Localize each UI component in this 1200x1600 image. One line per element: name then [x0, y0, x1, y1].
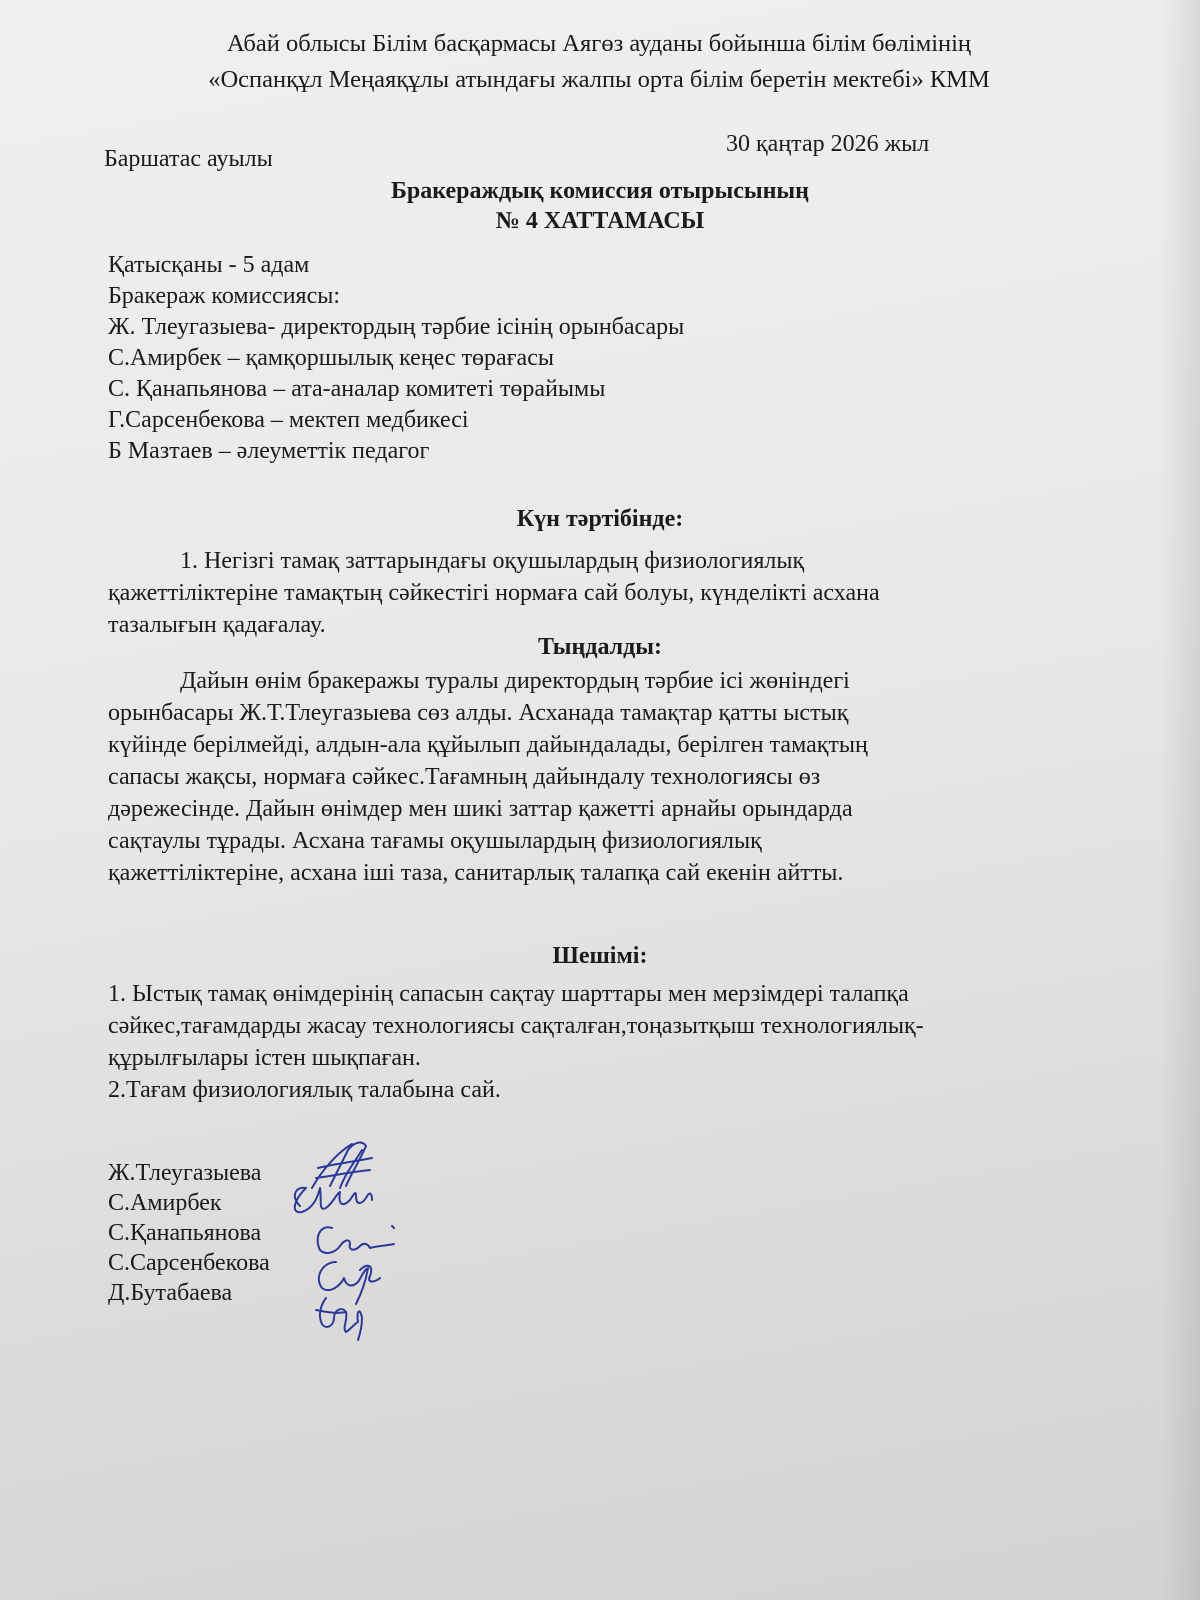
decision-line: сәйкес,тағамдарды жасау технологиясы сақталған,тоңазытқыш технологиялық- [108, 1013, 924, 1039]
header-line-1: Абай облысы Білім басқармасы Аягөз ауданы бойынша білім бөлімінің [226, 30, 972, 57]
signer-name: Д.Бутабаева [108, 1280, 233, 1306]
signer-name: С.Амирбек [108, 1190, 222, 1216]
organization-header [104, 26, 1094, 98]
signature-block [108, 1158, 270, 1308]
decision-text [108, 978, 1098, 1106]
place-name: Баршатас ауылы [104, 146, 273, 172]
agenda-line: қажеттіліктеріне тамақтың сәйкестігі нормаға сай болуы, күнделікті асхана [108, 580, 880, 606]
agenda-line: 1. Негізгі тамақ заттарындағы оқушылардың физиологиялық [180, 548, 805, 574]
agenda-line: тазалығын қадағалау. [108, 612, 326, 638]
heard-heading: Тыңдалды: [537, 634, 663, 660]
attendance-block [108, 250, 684, 467]
member-item: С. Қанапьянова – ата-аналар комитеті төрайымы [108, 376, 606, 402]
signature-5 [316, 1298, 362, 1340]
paper-shadow [1160, 0, 1200, 1600]
agenda-text [108, 545, 1098, 641]
decision-line: құрылғылары істен шықпаған. [108, 1045, 421, 1071]
decision-line: 2.Тағам физиологиялық талабына сай. [108, 1077, 501, 1103]
heard-line: сақтаулы тұрады. Асхана тағамы оқушылардың физиологиялық [108, 828, 762, 854]
heard-line: сапасы жақсы, нормаға сәйкес.Тағамның дайындалу технологиясы өз [108, 764, 821, 790]
member-item: С.Амирбек – қамқоршылық кеңес төрағасы [108, 345, 554, 371]
commission-label: Бракераж комиссиясы: [108, 283, 341, 309]
signer-name: С.Сарсенбекова [108, 1250, 270, 1276]
heard-text [108, 665, 1098, 889]
heard-line: күйінде берілмейді, алдын-ала құйылып дайындалады, берілген тамақтың [108, 732, 868, 758]
document-date: 30 қаңтар 2026 жыл [726, 131, 930, 157]
heard-line: орынбасары Ж.Т.Тлеугазыева сөз алды. Асханада тамақтар қатты ыстық [108, 700, 849, 726]
agenda-heading: Күн тәртібінде: [516, 506, 684, 532]
decision-heading: Шешімі: [552, 943, 648, 969]
member-item: Б Мазтаев – әлеуметтік педагог [108, 438, 430, 464]
member-item: Г.Сарсенбекова – мектеп медбикесі [108, 407, 469, 433]
header-line-2: «Оспанқұл Меңаяқұлы атындағы жалпы орта білім беретін мектебі» КММ [208, 66, 990, 93]
signature-1 [312, 1143, 372, 1188]
decision-line: 1. Ыстық тамақ өнімдерінің сапасын сақтау шарттары мен мерзімдері талапқа [108, 981, 909, 1007]
protocol-number: № 4 ХАТТАМАСЫ [495, 208, 705, 234]
signer-name: Ж.Тлеугазыева [108, 1160, 262, 1186]
member-item: Ж. Тлеугазыева- директордың тәрбие ісінің орынбасары [108, 314, 685, 340]
heard-line: қажеттіліктеріне, асхана іші таза, санитарлық талапқа сай екенін айтты. [108, 860, 844, 886]
heard-line: дәрежесінде. Дайын өнімдер мен шикі заттар қажетті арнайы орындарда [108, 796, 853, 822]
document-title: Бракераждық комиссия отырысының [391, 178, 809, 204]
signer-name: С.Қанапьянова [108, 1220, 262, 1246]
signature-3 [318, 1227, 394, 1253]
signature-4 [319, 1262, 380, 1304]
heard-line: Дайын өнім бракеражы туралы директордың тәрбие ісі жөніндегі [180, 668, 850, 694]
attendance-count: Қатысқаны - 5 адам [108, 252, 310, 278]
signature-2 [295, 1188, 394, 1228]
